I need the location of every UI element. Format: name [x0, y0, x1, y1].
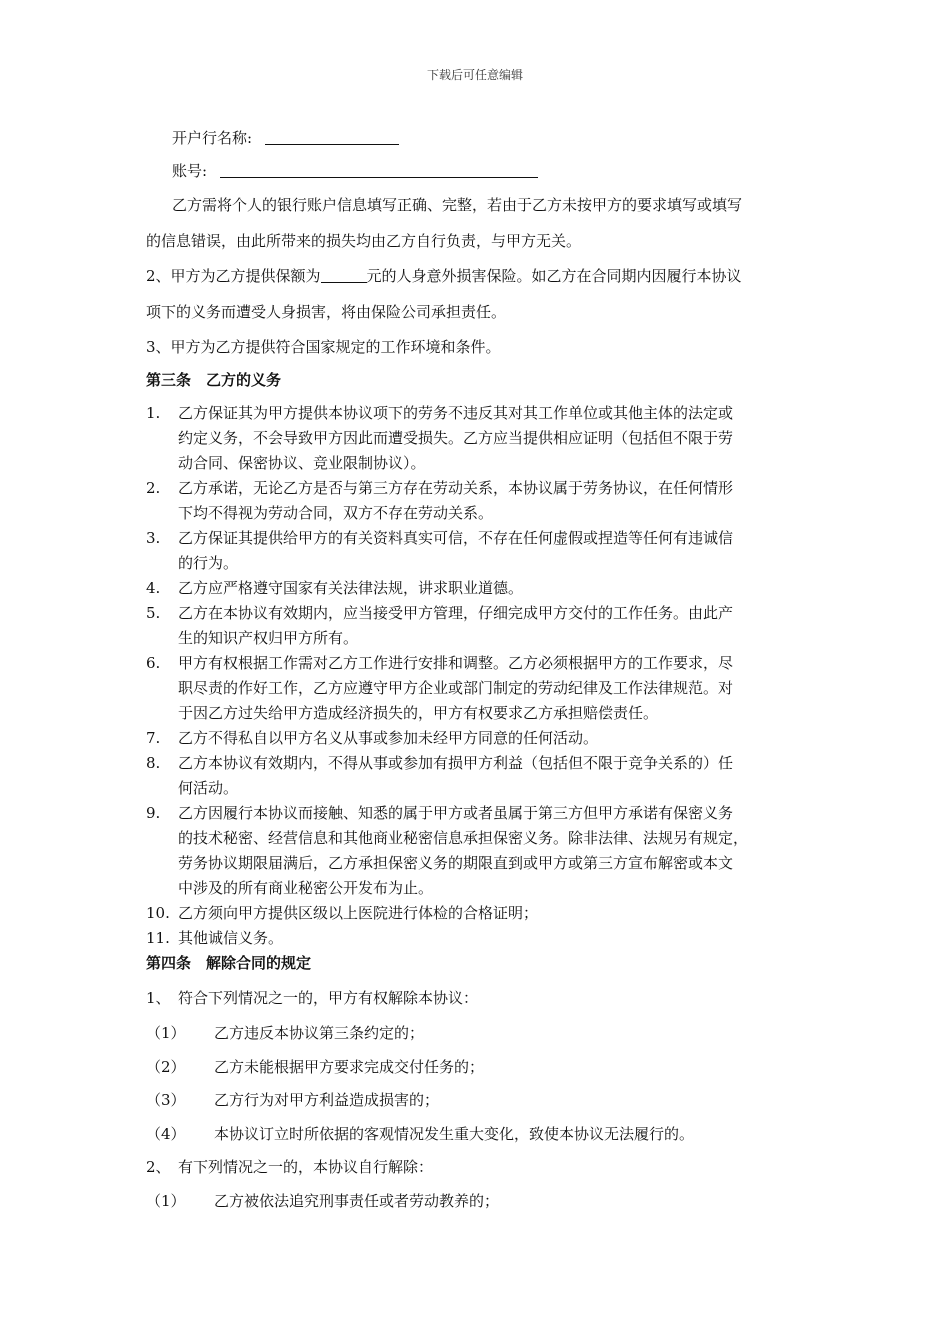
sub-item-number: （1） [146, 1024, 186, 1042]
list-item-line: 下均不得视为劳动合同，双方不存在劳动关系。 [178, 504, 494, 522]
sub-item-text: 乙方行为对甲方利益造成损害的； [214, 1091, 440, 1109]
account-line [172, 161, 538, 181]
article-4-title: 第四条 解除合同的规定 [146, 954, 312, 972]
clause-3: 3、甲方为乙方提供符合国家规定的工作环境和条件。 [146, 338, 501, 356]
item-number: 8. [146, 754, 161, 772]
list-item-line: 乙方保证其为甲方提供本协议项下的劳务不违反其对其工作单位或其他主体的法定或 [178, 404, 734, 422]
list-item-line: 乙方须向甲方提供区级以上医院进行体检的合格证明； [178, 904, 539, 922]
account-label: 账号: [172, 162, 208, 180]
sub-item-number: （4） [146, 1125, 186, 1143]
list-item [178, 726, 818, 751]
sub-item-number: （2） [146, 1058, 186, 1076]
list-item-line: 乙方应严格遵守国家有关法律法规，讲求职业道德。 [178, 579, 524, 597]
sub-item-text: 乙方未能根据甲方要求完成交付任务的； [214, 1058, 485, 1076]
item-number: 2. [146, 479, 161, 497]
list-item [178, 476, 818, 526]
item-number: 1. [146, 404, 161, 422]
list-item-line: 乙方本协议有效期内，不得从事或参加有损甲方利益（包括但不限于竞争关系的）任 [178, 754, 734, 772]
list-item-line: 于因乙方过失给甲方造成经济损失的，甲方有权要求乙方承担赔偿责任。 [178, 704, 659, 722]
list-item [178, 601, 818, 651]
list-item-line: 甲方有权根据工作需对乙方工作进行安排和调整。乙方必须根据甲方的工作要求，尽 [178, 654, 734, 672]
list-item-line: 职尽责的作好工作，乙方应遵守甲方企业或部门制定的劳动纪律及工作法律规范。对 [178, 679, 734, 697]
list-item-line: 乙方在本协议有效期内，应当接受甲方管理，仔细完成甲方交付的工作任务。由此产 [178, 604, 734, 622]
item-number: 9. [146, 804, 161, 822]
article-4-section-1: 1、 符合下列情况之一的，甲方有权解除本协议： [146, 989, 479, 1007]
sub-item-text: 乙方违反本协议第三条约定的； [214, 1024, 425, 1042]
sub-item-text: 乙方被依法追究刑事责任或者劳动教养的； [214, 1192, 500, 1210]
list-item-line: 其他诚信义务。 [178, 929, 284, 947]
article-4-section-2: 2、 有下列情况之一的，本协议自行解除： [146, 1158, 434, 1176]
bank-name-label: 开户行名称: [172, 129, 253, 147]
bank-name-line [172, 128, 399, 148]
list-item-line: 乙方承诺，无论乙方是否与第三方存在劳动关系，本协议属于劳务协议，在任何情形 [178, 479, 734, 497]
list-item [178, 401, 818, 476]
list-item [178, 901, 818, 926]
list-item-line: 乙方不得私自以甲方名义从事或参加未经甲方同意的任何活动。 [178, 729, 599, 747]
list-item-line: 的行为。 [178, 554, 239, 572]
list-item-line: 约定义务，不会导致甲方因此而遭受损失。乙方应当提供相应证明（包括但不限于劳 [178, 429, 734, 447]
clause-2-prefix: 2、甲方为乙方提供保额为 [146, 267, 321, 285]
sub-item-text: 本协议订立时所依据的客观情况发生重大变化，致使本协议无法履行的。 [214, 1125, 695, 1143]
article-3-title: 第三条 乙方的义务 [146, 371, 282, 389]
clause-2-line-1 [146, 266, 742, 286]
list-item-line: 的技术秘密、经营信息和其他商业秘密信息承担保密义务。除非法律、法规另有规定， [178, 829, 749, 847]
account-blank[interactable] [220, 161, 538, 178]
clause-2-line-2: 项下的义务而遭受人身损害，将由保险公司承担责任。 [146, 303, 507, 321]
list-item [178, 926, 818, 951]
clause-2-suffix: 元的人身意外损害保险。如乙方在合同期内因履行本协议 [366, 267, 742, 285]
item-number: 10. [146, 904, 170, 922]
list-item [178, 801, 818, 901]
item-number: 7. [146, 729, 161, 747]
list-item-line: 乙方保证其提供给甲方的有关资料真实可信，不存在任何虚假或捏造等任何有违诚信 [178, 529, 734, 547]
accuracy-line-2: 的信息错误，由此所带来的损失均由乙方自行负责，与甲方无关。 [146, 232, 582, 250]
item-number: 5. [146, 604, 161, 622]
bank-name-blank[interactable] [265, 128, 399, 145]
list-item-line: 劳务协议期限届满后，乙方承担保密义务的期限直到或甲方或第三方宣布解密或本文 [178, 854, 734, 872]
item-number: 6. [146, 654, 161, 672]
list-item [178, 576, 818, 601]
list-item [178, 751, 818, 801]
item-number: 4. [146, 579, 161, 597]
list-item-line: 动合同、保密协议、竞业限制协议）。 [178, 454, 426, 472]
list-item-line: 中涉及的所有商业秘密公开发布为止。 [178, 879, 434, 897]
list-item [178, 651, 818, 726]
accuracy-line-1: 乙方需将个人的银行账户信息填写正确、完整，若由于乙方未按甲方的要求填写或填写 [172, 196, 743, 214]
list-item-line: 乙方因履行本协议而接触、知悉的属于甲方或者虽属于第三方但甲方承诺有保密义务 [178, 804, 734, 822]
sub-item-number: （3） [146, 1091, 186, 1109]
list-item-line: 何活动。 [178, 779, 239, 797]
item-number: 11. [146, 929, 170, 947]
list-item [178, 526, 818, 576]
page-header: 下载后可任意编辑 [426, 68, 523, 82]
insurance-amount-blank[interactable] [321, 266, 367, 283]
item-number: 3. [146, 529, 161, 547]
sub-item-number: （1） [146, 1192, 186, 1210]
list-item-line: 生的知识产权归甲方所有。 [178, 629, 359, 647]
